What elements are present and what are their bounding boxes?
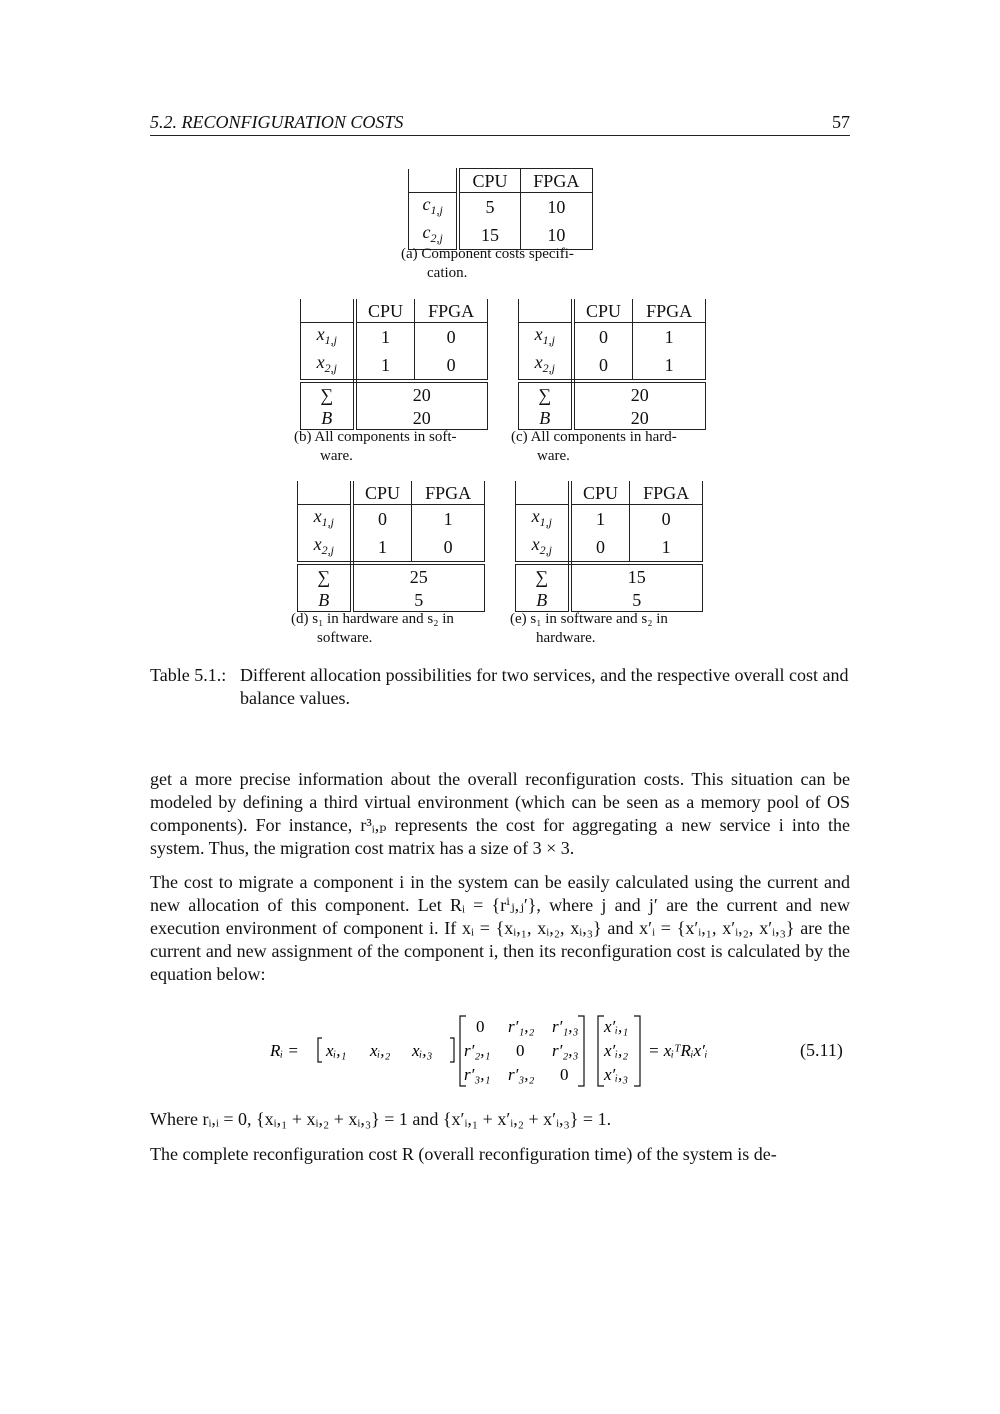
balance-value: 20 — [355, 406, 488, 430]
caption-line: cation. — [427, 265, 468, 281]
equation-number: (5.11) — [800, 1040, 843, 1060]
row-label: $x_{1,j}$ — [519, 323, 573, 352]
cell: 1 — [352, 533, 412, 563]
eq-rhs: = xᵢᵀRᵢx′ᵢ — [648, 1041, 708, 1060]
cell: 1 — [630, 533, 703, 563]
cell: 0 — [412, 533, 485, 563]
row-label: $x_{1,j}$ — [301, 323, 355, 352]
cell: 1 — [355, 351, 415, 381]
cell: 0 — [570, 533, 630, 563]
cell: 15 — [458, 221, 520, 250]
balance-value: 5 — [570, 588, 703, 612]
cell: 1 — [633, 351, 706, 381]
matrix-entry: r′₁,₃ — [552, 1017, 579, 1036]
col-header-cpu: CPU — [352, 481, 412, 505]
matrix-entry: 0 — [516, 1041, 525, 1060]
row-label: $x_{1,j}$ — [298, 505, 352, 534]
sum-value: 20 — [355, 381, 488, 406]
caption-line: software. — [317, 630, 373, 646]
balance-label: B — [519, 406, 573, 430]
eq-lhs: Rᵢ = — [270, 1041, 299, 1060]
caption-line: (d) s₁ in hardware and s₂ in — [291, 611, 454, 627]
matrix-entry: r′₃,₁ — [464, 1065, 491, 1084]
caption-line: (b) All components in soft- — [294, 429, 457, 445]
col-vector-entry: x′ᵢ,₂ — [604, 1041, 629, 1060]
balance-value: 20 — [573, 406, 706, 430]
caption-d — [291, 610, 496, 648]
paragraph-3: Where rᵢ,ᵢ = 0, {xᵢ,₁ + xᵢ,₂ + xᵢ,₃} = 1 and {x′ᵢ,₁ + x′ᵢ,₂ + x′ᵢ,₃} = 1. — [150, 1109, 612, 1129]
row-label: $x_{2,j}$ — [516, 533, 570, 563]
sum-value: 15 — [570, 563, 703, 588]
matrix-entry: r′₂,₃ — [552, 1041, 579, 1060]
sum-label: ∑ — [516, 563, 570, 588]
paragraph-2: The cost to migrate a component i in the system can be easily calculated using the current and new allocation of this component. Let Rᵢ = {rⁱⱼ,ⱼ′}, where j and j′ are the current and new execution environment of component i. If xᵢ = {xᵢ,₁, xᵢ,₂, xᵢ,₃} and x′ᵢ = {x′ᵢ,₁, x′ᵢ,₂, x′ᵢ,₃} are the current and new assignment of the component i, then its reconfiguration cost is calculated by the equation below: — [150, 872, 850, 984]
subtable-c — [518, 299, 706, 430]
col-header-cpu: CPU — [355, 299, 415, 323]
sum-value: 25 — [352, 563, 485, 588]
header-rule — [150, 135, 850, 136]
col-vector-right-bracket — [634, 1016, 640, 1086]
subtable-a — [408, 168, 593, 250]
equation-5-11 — [270, 1012, 790, 1097]
paragraph-4: The complete reconfiguration cost R (overall reconfiguration time) of the system is de- — [150, 1144, 777, 1164]
col-header-cpu: CPU — [570, 481, 630, 505]
sum-label: ∑ — [519, 381, 573, 406]
row-vector-entry: xᵢ,₂ — [370, 1041, 391, 1060]
row-vector-entry: xᵢ,₁ — [326, 1041, 347, 1060]
subtable-e — [515, 481, 703, 612]
matrix-entry: 0 — [560, 1065, 569, 1084]
balance-label: B — [301, 406, 355, 430]
balance-label: B — [298, 588, 352, 612]
cell: 10 — [520, 193, 592, 222]
matrix-right-bracket — [578, 1016, 584, 1086]
paragraph-1: get a more precise information about the overall reconfiguration costs. This situation can be modeled by defining a third virtual environment (which can be seen as a memory pool of OS components). For instance, r³ᵢ,ₚ represents the cost for aggregating a new service i into the system. Thus, the migration cost matrix has a size of 3 × 3. — [150, 769, 850, 858]
caption-line: (a) Component costs specifi- — [401, 246, 574, 262]
caption-b — [294, 428, 499, 466]
balance-value: 5 — [352, 588, 485, 612]
caption-line: (e) s₁ in software and s₂ in — [510, 611, 668, 627]
matrix-entry: r′₂,₁ — [464, 1041, 491, 1060]
row-vector-left-bracket — [318, 1038, 322, 1062]
table-caption-label: Table 5.1.: — [150, 665, 227, 685]
col-header-fpga: FPGA — [630, 481, 703, 505]
cell: 1 — [355, 323, 415, 352]
matrix-entry: r′₃,₂ — [508, 1065, 535, 1084]
row-label: $c_{1,j}$ — [409, 193, 459, 222]
cell: 0 — [415, 351, 488, 381]
caption-e — [510, 610, 715, 648]
cell: 0 — [573, 323, 633, 352]
running-header-section: 5.2. RECONFIGURATION COSTS — [150, 112, 404, 132]
sum-value: 20 — [573, 381, 706, 406]
col-header-cpu: CPU — [458, 169, 520, 193]
page-number: 57 — [832, 112, 850, 132]
caption-line: ware. — [537, 448, 570, 464]
subtable-d — [297, 481, 485, 612]
cell: 10 — [520, 221, 592, 250]
row-label: $x_{2,j}$ — [298, 533, 352, 563]
sum-label: ∑ — [301, 381, 355, 406]
row-vector-right-bracket — [450, 1038, 454, 1062]
cell: 0 — [630, 505, 703, 534]
sum-label: ∑ — [298, 563, 352, 588]
subtable-b — [300, 299, 488, 430]
caption-line: ware. — [320, 448, 353, 464]
cell: 1 — [570, 505, 630, 534]
cell: 1 — [412, 505, 485, 534]
caption-a — [401, 245, 601, 283]
row-vector-entry: xᵢ,₃ — [412, 1041, 433, 1060]
balance-label: B — [516, 588, 570, 612]
col-header-fpga: FPGA — [415, 299, 488, 323]
cell: 1 — [633, 323, 706, 352]
col-vector-entry: x′ᵢ,₃ — [604, 1065, 629, 1084]
cell: 0 — [415, 323, 488, 352]
cell: 0 — [573, 351, 633, 381]
cell: 0 — [352, 505, 412, 534]
table-caption-text: Different allocation possibilities for two services, and the respective overall cost and balance values. — [240, 665, 849, 708]
row-label: $x_{2,j}$ — [519, 351, 573, 381]
cell: 5 — [458, 193, 520, 222]
col-header-cpu: CPU — [573, 299, 633, 323]
col-header-fpga: FPGA — [633, 299, 706, 323]
row-label: $x_{2,j}$ — [301, 351, 355, 381]
col-header-fpga: FPGA — [520, 169, 592, 193]
col-header-fpga: FPGA — [412, 481, 485, 505]
col-vector-entry: x′ᵢ,₁ — [604, 1017, 629, 1036]
matrix-entry: r′₁,₂ — [508, 1017, 535, 1036]
caption-line: hardware. — [536, 630, 596, 646]
caption-line: (c) All components in hard- — [511, 429, 677, 445]
caption-c — [511, 428, 711, 466]
row-label: $c_{2,j}$ — [409, 221, 459, 250]
matrix-entry: 0 — [476, 1017, 485, 1036]
equation-graphic — [270, 1012, 790, 1092]
row-label: $x_{1,j}$ — [516, 505, 570, 534]
